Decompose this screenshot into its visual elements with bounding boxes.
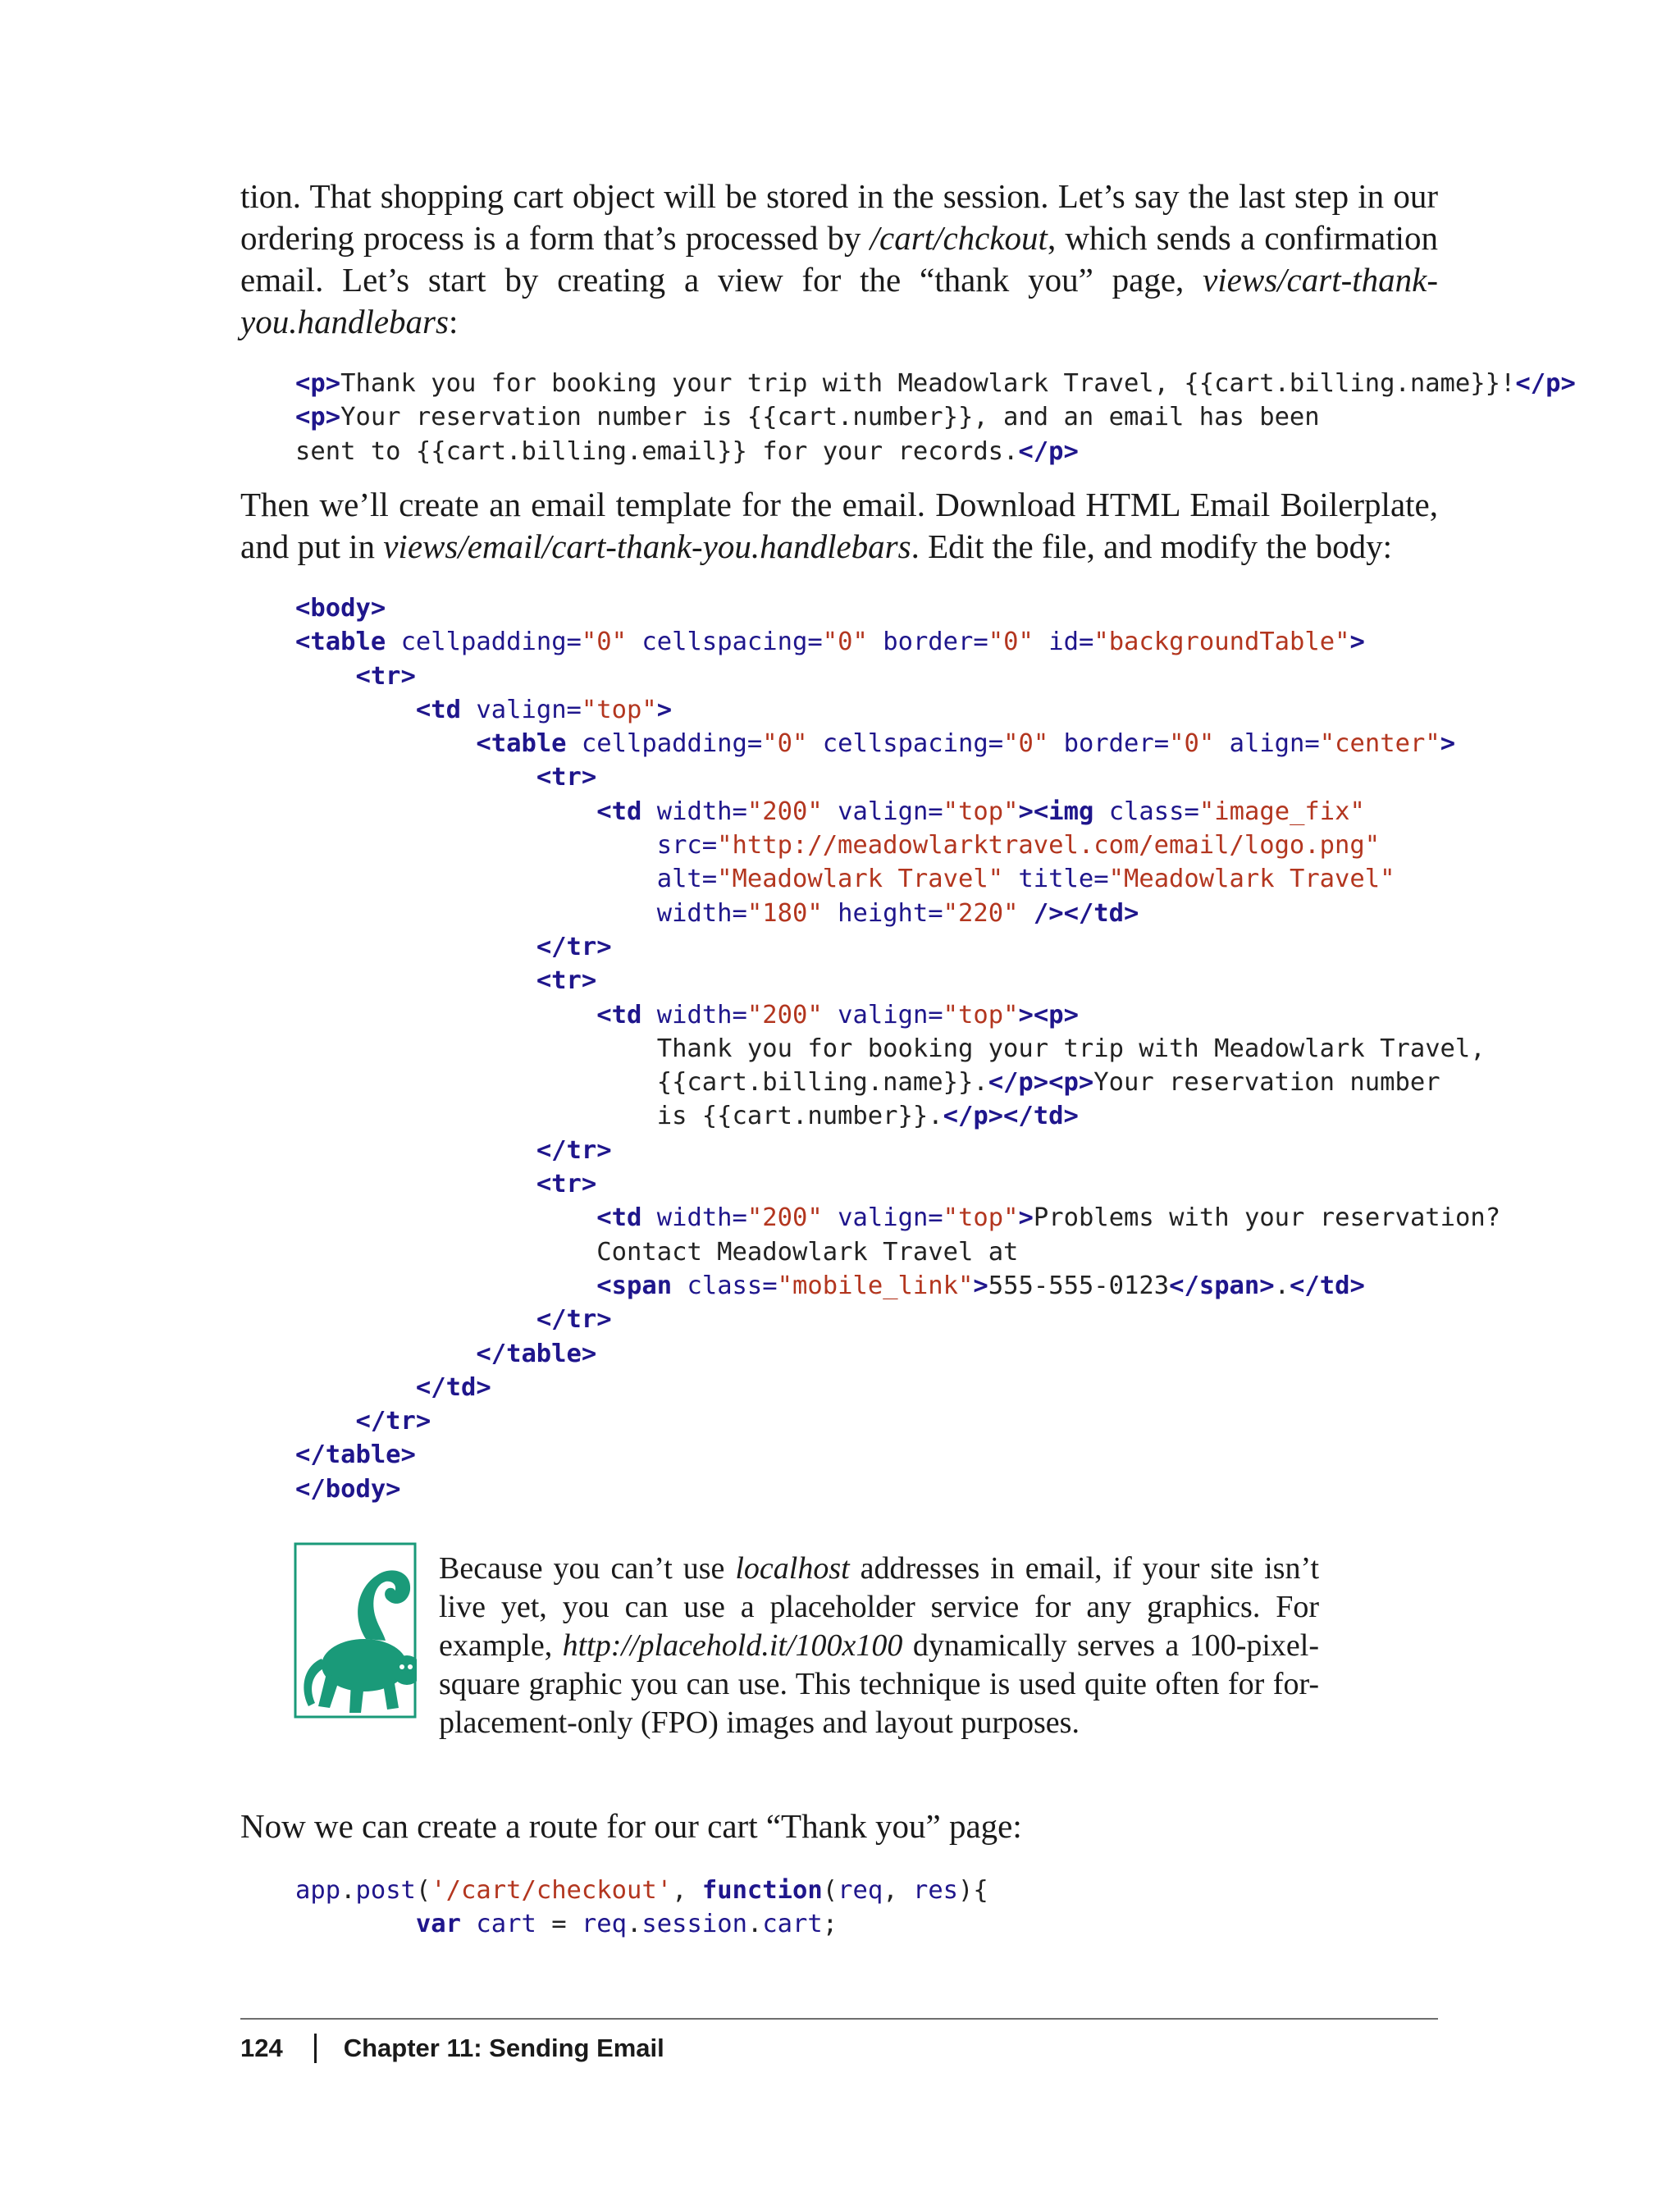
view-path: views/cart-thank- [1203,261,1438,299]
intro-line-1: tion. That shopping cart object will be stored in the session. Let’s say the last step in our [240,177,1438,215]
billing-name-text: {{cart.billing.name}}. [656,1068,988,1098]
chapter-title: Chapter 11: Sending Email [343,2034,664,2062]
template-path: views/email/cart-thank-you.handlebars [383,527,911,565]
footer-rule [240,2018,1438,2020]
code1-line-2: Your reservation number is {{cart.number}}, and an email has been [340,403,1320,432]
page-footer [240,2029,664,2068]
intro-paragraph [240,176,1438,343]
page-number: 124 [240,2034,283,2062]
thank-you-text: Thank you for booking your trip with Meadowlark Travel, [656,1034,1486,1063]
code1-line-1: Thank you for booking your trip with Meadowlark Travel, {{cart.billing.name}}! [340,369,1516,398]
template-line-2: and put in views/email/cart-thank-you.handlebars. Edit the file, and modify the body: [240,527,1393,565]
email-template-code: <body> <table cellpadding="0" cellspacing="0" border="0" id="backgroundTable"> <tr> <td valign="top"> <table cellpadding="0" cellspacing="0" border="0" align="center"> <tr> <td width="200" valign="top"><img class="image_fix" src="http://meadowlarktravel.com/email/logo.png" alt="Meadowlark Travel" title="Meadowlark Travel" width="180" height="220" /></td> </tr> <tr> <td width="200" valign="top"><p> Thank you for booking your trip with Meadowlark Travel, {{cart.billing.name}}.</p><p>Your reservation number is {{cart.number}}.</p></td> </tr> <tr> <td width="200" valign="top">Problems with your reservation? Contact Meadowlark Travel at <span class="mobile_link">555-555-0123</span>.</td> </tr> </table> </td> </tr> </table> </body> [295,594,1501,1504]
intro-line-3: email. Let’s start by creating a view for the “thank you” page, views/cart-thank- [240,261,1438,299]
phone-text: 555-555-0123 [988,1271,1170,1300]
route-paragraph: Now we can create a route for our cart “Thank you” page: [240,1807,1022,1845]
lemur-tip-icon [294,1542,417,1719]
problems-text: Problems with your reservation? [1033,1203,1501,1233]
route-path: '/cart/checkout' [431,1876,673,1905]
intro-line-4: you.handlebars: [240,303,459,340]
tip-note: Because you can’t use localhost addresses in email, if your site isn’t live yet, you can use a placeholder service for any graphics. For example, http://placehold.it/100x100 dynamically serves a 100-pixel-square graphic you can use. This technique is used quite often for for-placement-only (FPO) images and layout purposes. [439,1551,1319,1740]
route-code: app.post('/cart/checkout', function(req, res){ var cart = req.session.cart; [295,1876,988,1939]
number-text: is {{cart.number}}. [656,1102,943,1131]
localhost-term: localhost [735,1551,850,1586]
code1-line-3: sent to {{cart.billing.email}} for your records. [295,436,1019,466]
logo-src: "http://meadowlarktravel.com/email/logo.png" [717,831,1381,861]
template-line-1: Then we’ll create an email template for the email. Download HTML Email Boilerplate, [240,486,1438,523]
checkout-path: /cart/chckout [870,219,1048,257]
footer-separator [314,2034,317,2063]
reservation-text: Your reservation number [1093,1068,1440,1098]
contact-text: Contact Meadowlark Travel at [596,1237,1019,1267]
placeholder-url: http://placehold.it/100x100 [562,1628,903,1663]
intro-line-2: ordering process is a form that’s processed by /cart/chckout, which sends a confirmation [240,219,1438,257]
template-paragraph [240,484,1438,568]
thank-you-view-code: <p>Thank you for booking your trip with Meadowlark Travel, {{cart.billing.name}}!</p> <p>Your reservation number is {{cart.number}}, and an email has been sent to {{cart.billing.email}} for your records.</p> [295,369,1576,466]
